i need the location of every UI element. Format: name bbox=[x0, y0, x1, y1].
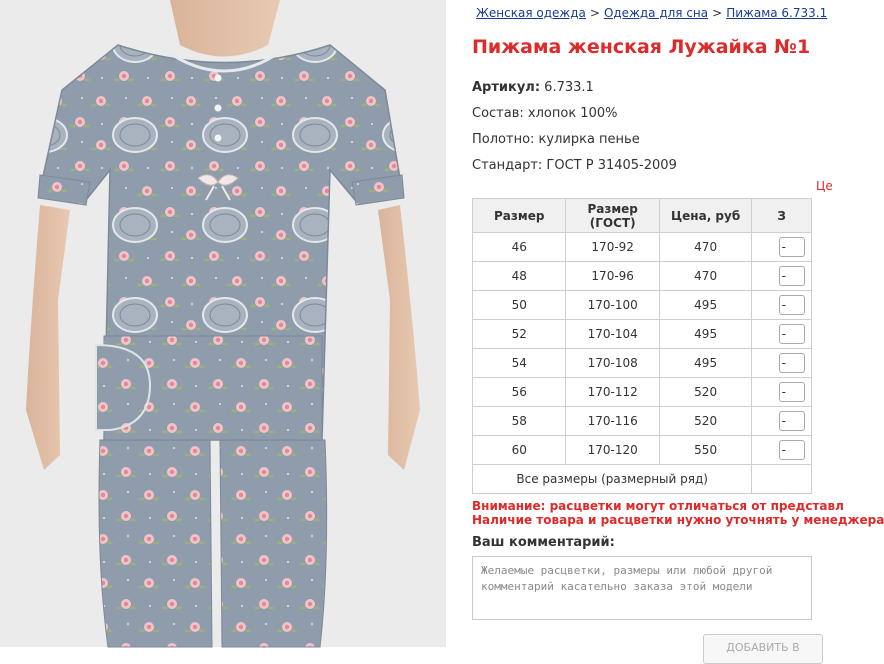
quantity-input[interactable]: - bbox=[779, 440, 805, 460]
col-size-gost: Размер (ГОСТ) bbox=[566, 199, 659, 233]
size-price-table bbox=[472, 198, 812, 494]
breadcrumb bbox=[476, 6, 827, 20]
cell-quantity bbox=[752, 291, 812, 320]
breadcrumb-womens-clothing[interactable]: Женская одежда bbox=[476, 6, 586, 20]
cell-price: 520 bbox=[659, 407, 751, 436]
cell-size-gost: 170-96 bbox=[566, 262, 659, 291]
cell-size: 60 bbox=[473, 436, 566, 465]
cell-size-gost: 170-116 bbox=[566, 407, 659, 436]
col-price: Цена, руб bbox=[659, 199, 751, 233]
table-row-all-sizes bbox=[473, 465, 812, 494]
spec-article-label: Артикул: bbox=[472, 80, 541, 95]
cell-size-gost: 170-120 bbox=[566, 436, 659, 465]
spec-article bbox=[472, 80, 594, 95]
spec-composition bbox=[472, 106, 617, 121]
cell-price: 520 bbox=[659, 378, 751, 407]
col-quantity: З bbox=[752, 199, 812, 233]
cell-quantity bbox=[752, 262, 812, 291]
spec-fabric-value: кулирка пенье bbox=[538, 132, 640, 147]
all-sizes-label: Все размеры (размерный ряд) bbox=[473, 465, 752, 494]
breadcrumb-separator: > bbox=[712, 6, 723, 20]
product-photo[interactable] bbox=[0, 0, 446, 647]
quantity-input[interactable]: - bbox=[779, 324, 805, 344]
cell-price: 495 bbox=[659, 349, 751, 378]
price-header-cut: Це bbox=[816, 179, 833, 193]
cell-size-gost: 170-108 bbox=[566, 349, 659, 378]
cell-quantity bbox=[752, 436, 812, 465]
table-row bbox=[473, 436, 812, 465]
cell-all-sizes-quantity[interactable] bbox=[752, 465, 812, 494]
spec-standard-value: ГОСТ Р 31405-2009 bbox=[546, 158, 677, 173]
cell-size-gost: 170-112 bbox=[566, 378, 659, 407]
cell-price: 550 bbox=[659, 436, 751, 465]
warning-colors: Внимание: расцветки могут отличаться от представл bbox=[472, 499, 844, 513]
quantity-input[interactable]: - bbox=[779, 382, 805, 402]
spec-article-value: 6.733.1 bbox=[544, 80, 594, 95]
table-header-row bbox=[473, 199, 812, 233]
col-size: Размер bbox=[473, 199, 566, 233]
cell-price: 495 bbox=[659, 320, 751, 349]
quantity-input[interactable]: - bbox=[779, 237, 805, 257]
warning-availability: Наличие товара и расцветки нужно уточнять у менеджера bbox=[472, 513, 884, 527]
comment-textarea[interactable] bbox=[472, 556, 812, 620]
cell-size: 50 bbox=[473, 291, 566, 320]
pajama-illustration bbox=[0, 0, 446, 647]
breadcrumb-separator: > bbox=[589, 6, 600, 20]
cell-price: 470 bbox=[659, 233, 751, 262]
cell-size-gost: 170-92 bbox=[566, 233, 659, 262]
table-row bbox=[473, 320, 812, 349]
spec-composition-label: Состав: bbox=[472, 106, 524, 121]
cell-size: 54 bbox=[473, 349, 566, 378]
spec-standard-label: Стандарт: bbox=[472, 158, 543, 173]
cell-size: 46 bbox=[473, 233, 566, 262]
cell-size: 56 bbox=[473, 378, 566, 407]
cell-size: 58 bbox=[473, 407, 566, 436]
quantity-input[interactable]: - bbox=[779, 411, 805, 431]
cell-size-gost: 170-104 bbox=[566, 320, 659, 349]
quantity-input[interactable]: - bbox=[779, 266, 805, 286]
cell-price: 495 bbox=[659, 291, 751, 320]
table-row bbox=[473, 407, 812, 436]
cell-quantity bbox=[752, 233, 812, 262]
cell-quantity bbox=[752, 320, 812, 349]
spec-composition-value: хлопок 100% bbox=[527, 106, 618, 121]
breadcrumb-current-product[interactable]: Пижама 6.733.1 bbox=[726, 6, 828, 20]
spec-fabric bbox=[472, 132, 640, 147]
product-title: Пижама женская Лужайка №1 bbox=[472, 36, 811, 58]
product-info bbox=[472, 0, 884, 654]
cell-quantity bbox=[752, 407, 812, 436]
breadcrumb-sleepwear[interactable]: Одежда для сна bbox=[603, 6, 709, 20]
cell-size: 52 bbox=[473, 320, 566, 349]
cell-quantity bbox=[752, 378, 812, 407]
cell-size-gost: 170-100 bbox=[566, 291, 659, 320]
table-row bbox=[473, 378, 812, 407]
table-row bbox=[473, 233, 812, 262]
table-row bbox=[473, 291, 812, 320]
quantity-input[interactable]: - bbox=[779, 295, 805, 315]
quantity-input[interactable]: - bbox=[779, 353, 805, 373]
add-to-cart-button[interactable]: ДОБАВИТЬ В bbox=[703, 634, 823, 664]
spec-standard bbox=[472, 158, 677, 173]
table-row bbox=[473, 349, 812, 378]
table-row bbox=[473, 262, 812, 291]
cell-price: 470 bbox=[659, 262, 751, 291]
cell-size: 48 bbox=[473, 262, 566, 291]
spec-fabric-label: Полотно: bbox=[472, 132, 535, 147]
cell-quantity bbox=[752, 349, 812, 378]
comment-label: Ваш комментарий: bbox=[472, 535, 615, 550]
